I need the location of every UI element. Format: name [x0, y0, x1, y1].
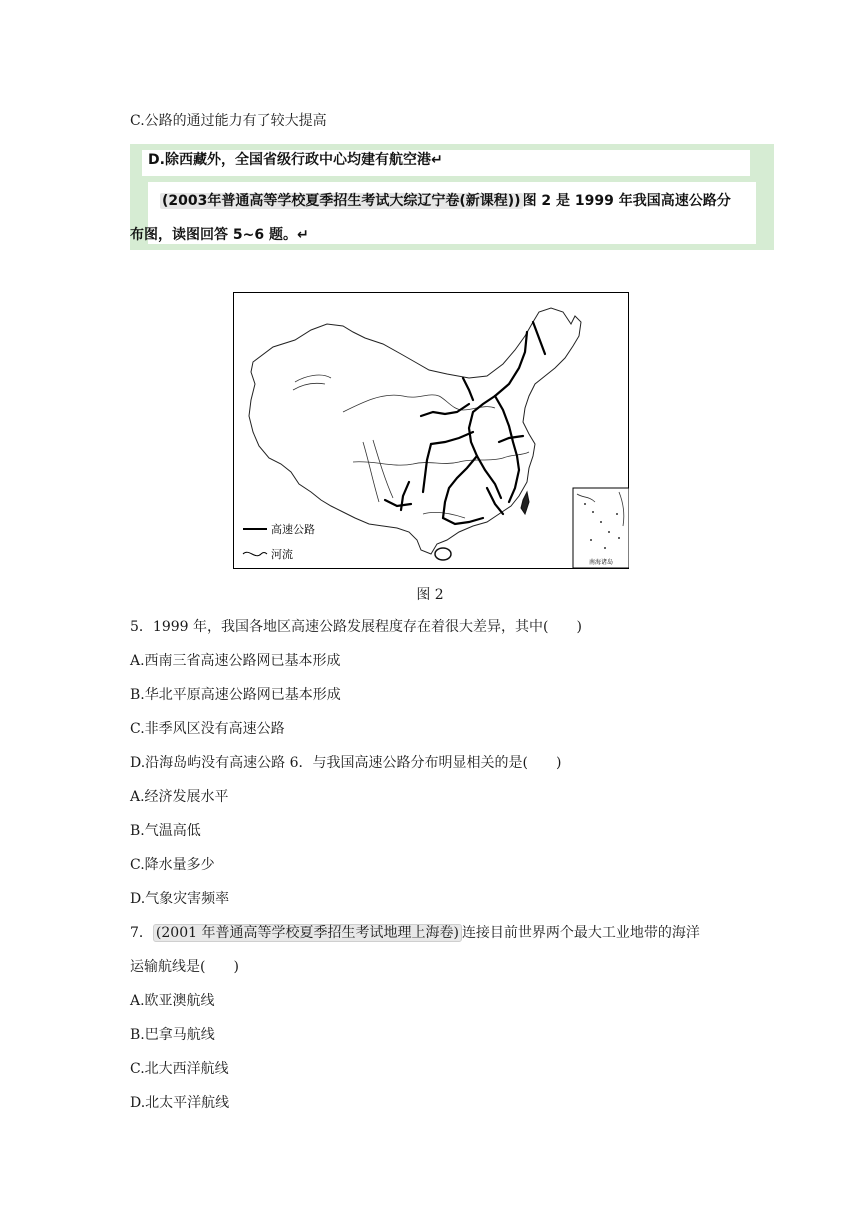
q5-stem: 5．1999 年，我国各地区高速公路发展程度存在着很大差异，其中( )	[130, 619, 582, 635]
inset-frame	[573, 488, 629, 568]
q5-option-a: A.西南三省高速公路网已基本形成	[130, 653, 341, 669]
q7-source-tag: (2001 年普通高等学校夏季招生考试地理上海卷)	[153, 924, 462, 942]
q6-option-a: A.经济发展水平	[130, 789, 229, 805]
q5-option-d-q6-stem: D.沿海岛屿没有高速公路 6．与我国高速公路分布明显相关的是( )	[130, 755, 562, 771]
q7-option-a: A.欧亚澳航线	[130, 993, 215, 1009]
inset-label: 南海诸岛	[588, 560, 614, 566]
option-c-prev: C.公路的通过能力有了较大提高	[130, 113, 327, 129]
q5-option-c: C.非季风区没有高速公路	[130, 721, 285, 737]
banner-intro-rest: 图 2 是 1999 年我国高速公路分	[522, 193, 731, 209]
source-tag: (2003年普通高等学校夏季招生考试大综辽宁卷(新课程))	[162, 193, 521, 209]
q5-option-b: B.华北平原高速公路网已基本形成	[130, 687, 341, 703]
q7-stem-line2: 运输航线是( )	[130, 959, 239, 975]
q7-stem-rest: 连接目前世界两个最大工业地带的海洋	[461, 925, 700, 941]
legend-river-label: 河流	[271, 548, 293, 561]
q6-option-d: D.气象灾害频率	[130, 891, 230, 907]
q6-option-c: C.降水量多少	[130, 857, 215, 873]
q7-option-b: B.巴拿马航线	[130, 1027, 215, 1043]
banner-intro-line1	[160, 191, 731, 211]
q7-number: 7．	[130, 925, 153, 941]
banner-option-d: D.除西藏外，全国省级行政中心均建有航空港↵	[148, 152, 443, 168]
legend-highway-label: 高速公路	[271, 523, 315, 536]
q7-option-d: D.北太平洋航线	[130, 1095, 230, 1111]
banner-intro-line2: 布图，读图回答 5~6 题。↵	[130, 227, 309, 243]
figure-caption: 图 2	[416, 587, 444, 603]
q7-option-c: C.北大西洋航线	[130, 1061, 229, 1077]
q7-stem-line1	[130, 923, 700, 943]
highway-map	[233, 292, 629, 569]
q6-option-b: B.气温高低	[130, 823, 201, 839]
